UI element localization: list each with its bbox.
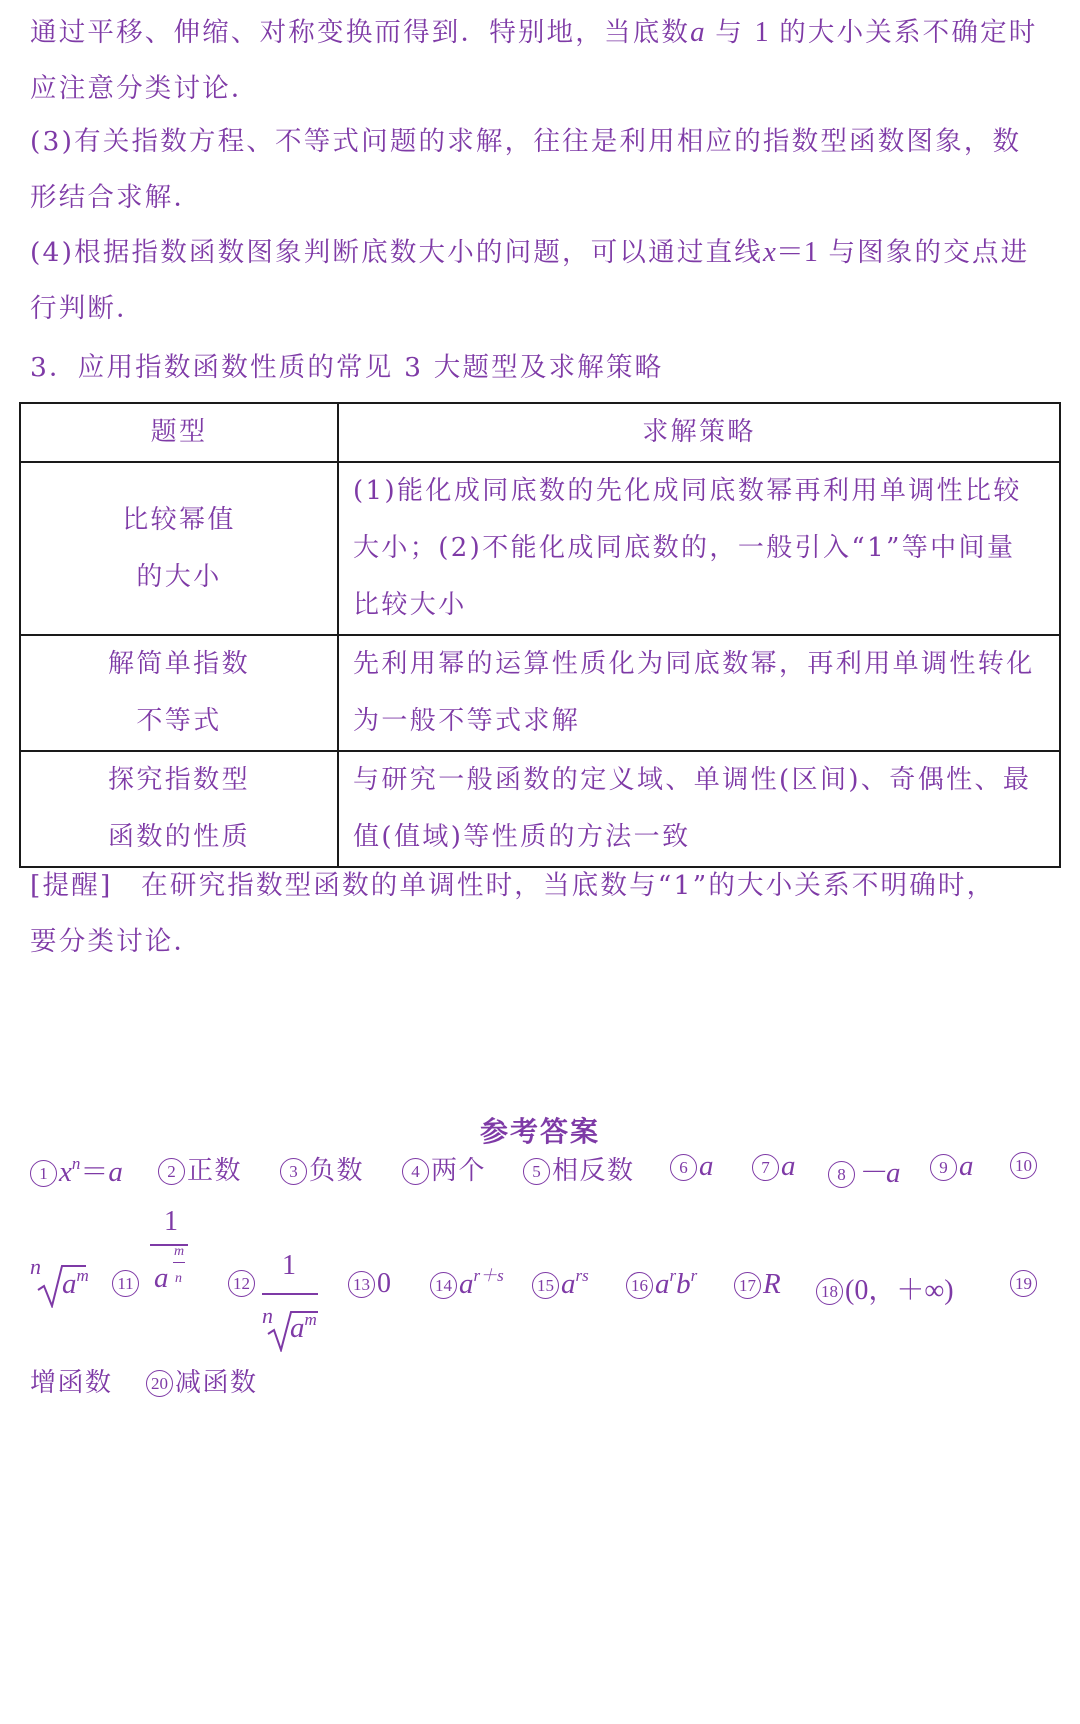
answer-item-20 — [146, 1362, 258, 1399]
paragraph-equation-solving — [30, 114, 1050, 226]
answer-item-9 — [930, 1150, 974, 1183]
row-strategy-cell — [338, 635, 1060, 751]
fraction-numerator: 1 — [164, 1206, 178, 1237]
math-var: a — [154, 1262, 169, 1294]
number-one: 1 — [754, 17, 769, 48]
circled-number: 8 — [828, 1161, 855, 1188]
answer-item-1 — [30, 1150, 123, 1190]
strategy-line: 大小；(2)不能化成同底数的，一般引入“1”等中间量 — [353, 533, 1016, 563]
type-line: 解简单指数 — [107, 649, 250, 679]
math-var: a — [561, 1268, 576, 1300]
paragraph-transform — [30, 4, 1050, 117]
variable-x: x — [762, 236, 776, 268]
math-var: a — [290, 1312, 305, 1344]
answer-text: 负数 — [309, 1156, 365, 1186]
circled-number: 20 — [146, 1370, 173, 1397]
circled-number: 5 — [523, 1158, 550, 1185]
math-var: a — [62, 1268, 77, 1300]
math-var: R — [763, 1268, 781, 1300]
circled-number: 19 — [1010, 1270, 1037, 1297]
answer-item-8 — [828, 1150, 901, 1191]
text-line: 形结合求解． — [30, 182, 203, 213]
math-var: a — [459, 1268, 474, 1300]
circled-number: 14 — [430, 1272, 457, 1299]
circled-number: 13 — [348, 1271, 375, 1298]
circled-number: 10 — [1010, 1152, 1037, 1179]
type-line: 的大小 — [136, 561, 222, 592]
math-exp: rs — [575, 1266, 589, 1285]
header-type: 题型 — [20, 403, 338, 462]
row-strategy-cell — [338, 462, 1060, 635]
variable-a: a — [690, 16, 705, 48]
table-row — [20, 635, 1060, 751]
answer-item-2 — [158, 1150, 242, 1187]
text-span: 的大小关系不确定时 — [779, 17, 1038, 48]
answer-item-14 — [430, 1268, 504, 1301]
math-exp: r — [690, 1266, 698, 1285]
answer-value: (0，＋∞) — [845, 1275, 954, 1306]
header-strategy: 求解策略 — [338, 403, 1060, 462]
answer-item-10-number — [1010, 1150, 1039, 1180]
answer-item-13 — [348, 1268, 391, 1300]
answer-text: 减函数 — [175, 1368, 258, 1398]
answer-text: 增函数 — [30, 1368, 113, 1398]
type-line: 函数的性质 — [107, 822, 250, 852]
strategy-line: 比较大小 — [353, 590, 467, 620]
math-var: a — [959, 1150, 974, 1182]
answer-text: 相反数 — [552, 1156, 635, 1186]
answer-item-18 — [816, 1268, 954, 1308]
strategy-line: 值(值域)等性质的方法一致 — [353, 822, 691, 852]
circled-number: 16 — [626, 1272, 653, 1299]
text-line: 要分类讨论． — [30, 926, 203, 957]
type-line: 探究指数型 — [107, 765, 250, 795]
exp-denominator: n — [175, 1271, 182, 1286]
math-var: a — [699, 1150, 714, 1182]
answer-item-15 — [532, 1268, 589, 1301]
type-line: 比较幂值 — [122, 504, 236, 535]
row-type-cell — [20, 635, 338, 751]
circled-number: 4 — [402, 1158, 429, 1185]
answer-text: 正数 — [187, 1156, 243, 1186]
paragraph-base-comparison — [30, 224, 1050, 337]
circled-number: 3 — [280, 1158, 307, 1185]
math-var: b — [676, 1268, 691, 1300]
text-span: 与 — [715, 17, 744, 48]
answer-item-5 — [523, 1150, 635, 1187]
math-op: ＝ — [80, 1157, 109, 1188]
circled-number: 1 — [30, 1160, 57, 1187]
text-line — [30, 4, 1050, 61]
circled-number: 17 — [734, 1272, 761, 1299]
math-var: x — [59, 1156, 72, 1188]
answer-item-3 — [280, 1150, 364, 1187]
math-exp: m — [304, 1310, 317, 1329]
circled-number: 11 — [112, 1270, 139, 1297]
exp-numerator: m — [174, 1244, 185, 1259]
answer-item-16 — [626, 1268, 697, 1301]
text-line — [30, 224, 1050, 281]
root-index: n — [30, 1254, 41, 1279]
text-line: [提醒] 在研究指数型函数的单调性时，当底数与“1”的大小关系不明确时， — [30, 870, 996, 901]
type-line: 不等式 — [136, 706, 222, 736]
circled-number: 7 — [752, 1154, 779, 1181]
text-line: 行判断． — [30, 293, 145, 324]
math-var: a — [781, 1150, 796, 1182]
section-heading: 3．应用指数函数性质的常见 3 大题型及求解策略 — [30, 352, 664, 383]
answer-item-19-text — [30, 1362, 113, 1399]
table-row — [20, 751, 1060, 867]
math-exp: m — [76, 1266, 89, 1285]
row-type-cell — [20, 462, 338, 635]
text-span: (4)根据指数函数图象判断底数大小的问题，可以通过直线 — [30, 237, 763, 268]
circled-number: 2 — [158, 1158, 185, 1185]
strategy-line: 与研究一般函数的定义域、单调性(区间)、奇偶性、最 — [353, 765, 1032, 795]
circled-number: 9 — [930, 1154, 957, 1181]
text-line: (3)有关指数方程、不等式问题的求解，往往是利用相应的指数型函数图象，数 — [30, 126, 1022, 157]
fraction-bar — [262, 1293, 318, 1295]
math-exp: r — [669, 1266, 677, 1285]
math-var: －a — [857, 1157, 901, 1189]
strategy-line: (1)能化成同底数的先化成同底数幂再利用单调性比较 — [353, 476, 1022, 506]
math-var: a — [655, 1268, 670, 1300]
text-line: 应注意分类讨论． — [30, 73, 260, 104]
reminder-note — [30, 858, 1050, 970]
table-row — [20, 462, 1060, 635]
math-var: a — [108, 1156, 123, 1188]
text-span: 通过平移、伸缩、对称变换而得到．特别地，当底数 — [30, 17, 691, 48]
root-index: n — [262, 1303, 273, 1328]
strategy-line: 为一般不等式求解 — [353, 706, 581, 736]
answer-item-6 — [670, 1150, 714, 1183]
text-span: 与图象的交点进 — [828, 237, 1030, 268]
math-exp: n — [71, 1154, 81, 1173]
equation-part: ＝1 — [775, 237, 818, 268]
answer-text: 两个 — [431, 1156, 487, 1186]
answer-item-17 — [734, 1268, 781, 1301]
answer-value: 0 — [377, 1268, 391, 1299]
math-exp: r＋s — [473, 1266, 504, 1285]
circled-number: 15 — [532, 1272, 559, 1299]
circled-number: 12 — [228, 1270, 255, 1297]
answer-item-7 — [752, 1150, 796, 1183]
circled-number: 6 — [670, 1154, 697, 1181]
row-strategy-cell — [338, 751, 1060, 867]
table-header-row — [20, 403, 1060, 462]
strategy-line: 先利用幂的运算性质化为同底数幂，再利用单调性转化 — [353, 649, 1035, 679]
row-type-cell — [20, 751, 338, 867]
circled-number: 18 — [816, 1278, 843, 1305]
fraction-numerator: 1 — [282, 1250, 296, 1281]
answer-item-19-number — [1010, 1268, 1039, 1298]
strategy-table — [19, 402, 1061, 868]
answer-item-4 — [402, 1150, 486, 1187]
answers-title: 参考答案 — [479, 1115, 600, 1148]
